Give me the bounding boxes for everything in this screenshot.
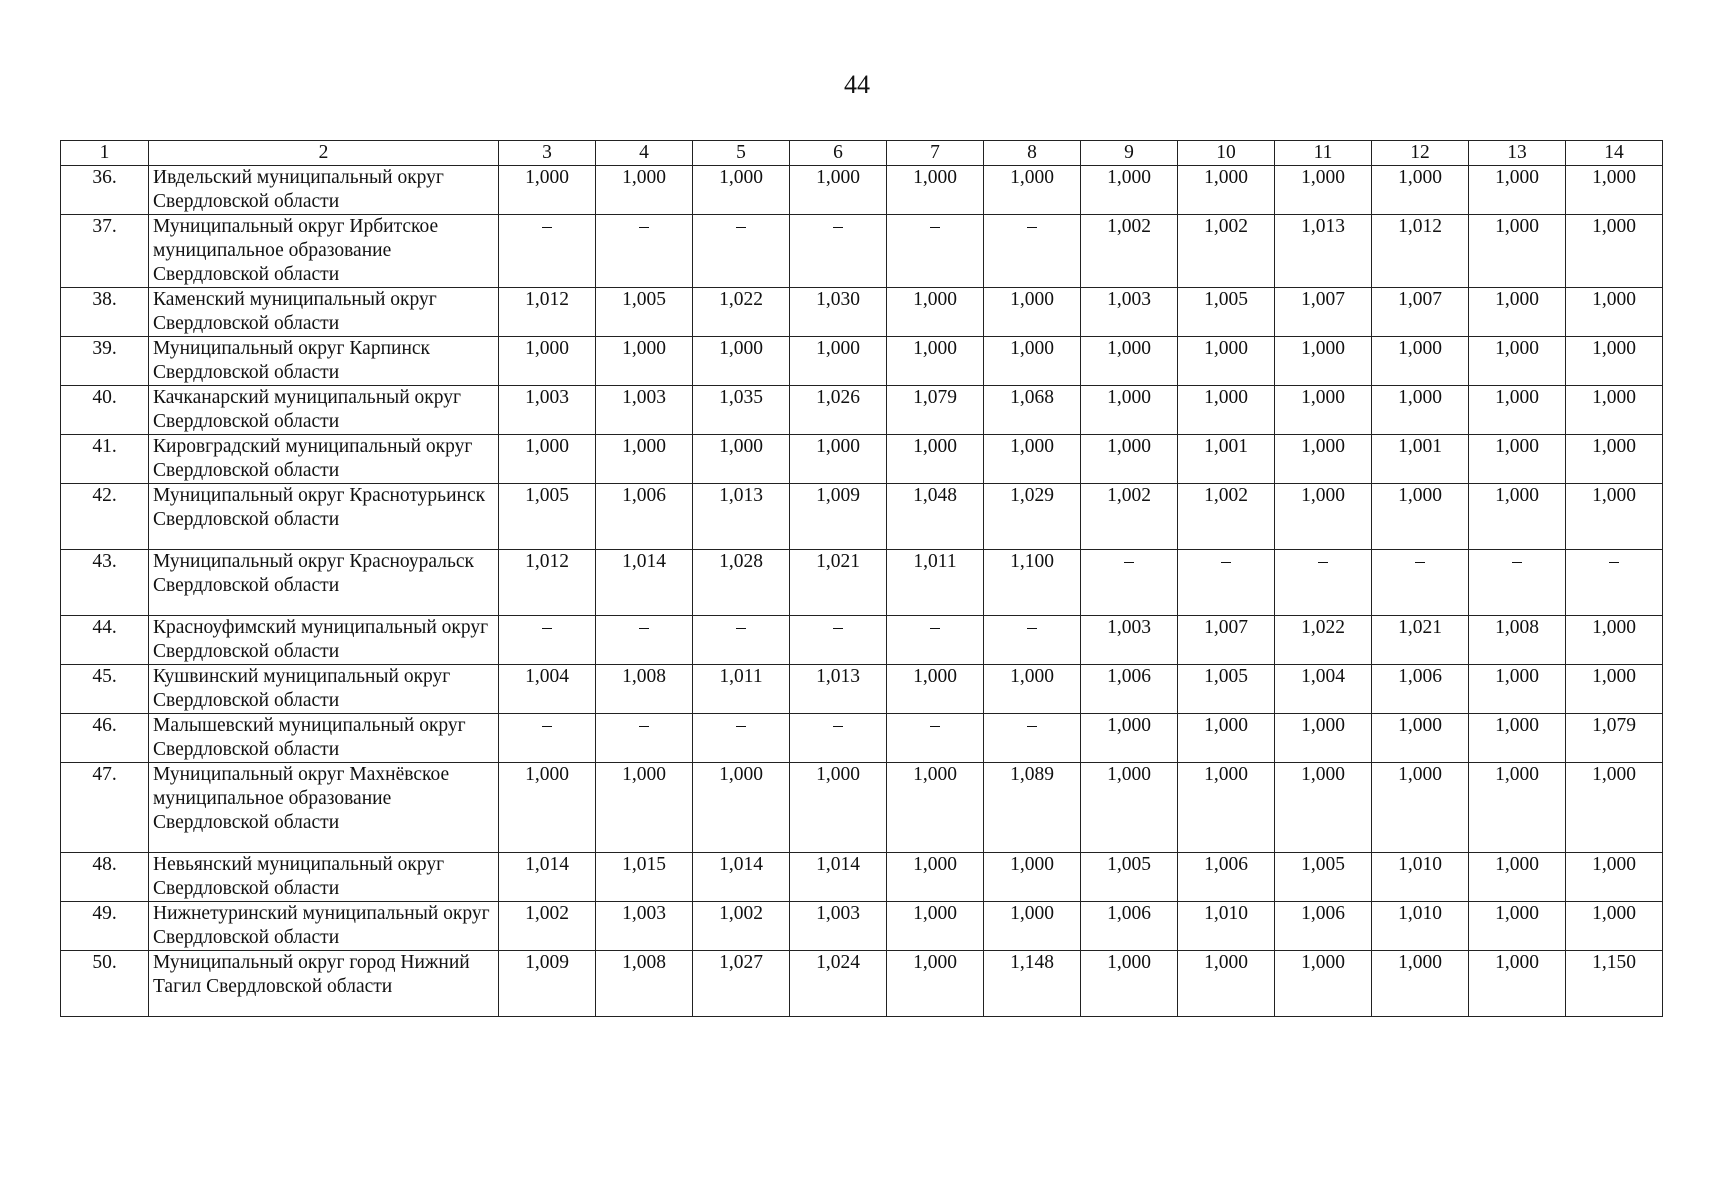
column-header-5: 5 [693,141,790,166]
value-cell-col-3: 1,002 [499,902,596,951]
table-row [61,665,1663,714]
table-row [61,951,1663,1017]
value-cell-col-13: 1,000 [1469,337,1566,386]
value-cell-col-7: 1,048 [887,484,984,550]
value-cell-col-4: 1,008 [596,951,693,1017]
value-cell-col-3: 1,012 [499,550,596,616]
value-cell-col-3: 1,000 [499,763,596,853]
value-cell-col-10: 1,005 [1178,288,1275,337]
value-cell-col-6: 1,000 [790,435,887,484]
municipality-name: Каменский муниципальный округ Свердловской области [149,288,499,337]
value-cell-col-8: 1,000 [984,853,1081,902]
value-cell-col-12: 1,006 [1372,665,1469,714]
value-cell-col-8: – [984,215,1081,288]
value-cell-col-13: 1,000 [1469,166,1566,215]
row-number: 41. [61,435,149,484]
value-cell-col-8: 1,148 [984,951,1081,1017]
table-row [61,386,1663,435]
value-cell-col-12: – [1372,550,1469,616]
municipality-name: Муниципальный округ город Нижний Тагил Свердловской области [149,951,499,1017]
value-cell-col-5: 1,011 [693,665,790,714]
value-cell-col-9: 1,000 [1081,435,1178,484]
column-header-14: 14 [1566,141,1663,166]
value-cell-col-7: 1,000 [887,665,984,714]
municipality-name: Муниципальный округ Ирбитское муниципальное образование Свердловской области [149,215,499,288]
value-cell-col-14: 1,000 [1566,902,1663,951]
value-cell-col-6: 1,014 [790,853,887,902]
column-header-10: 10 [1178,141,1275,166]
value-cell-col-13: 1,008 [1469,616,1566,665]
value-cell-col-4: 1,015 [596,853,693,902]
value-cell-col-5: 1,002 [693,902,790,951]
value-cell-col-3: 1,003 [499,386,596,435]
value-cell-col-6: – [790,616,887,665]
value-cell-col-12: 1,012 [1372,215,1469,288]
value-cell-col-12: 1,001 [1372,435,1469,484]
value-cell-col-7: 1,011 [887,550,984,616]
row-number: 43. [61,550,149,616]
value-cell-col-10: 1,000 [1178,763,1275,853]
column-header-6: 6 [790,141,887,166]
value-cell-col-10: 1,001 [1178,435,1275,484]
column-header-9: 9 [1081,141,1178,166]
page-number: 44 [844,70,870,99]
value-cell-col-8: 1,000 [984,435,1081,484]
value-cell-col-7: 1,079 [887,386,984,435]
value-cell-col-8: 1,000 [984,166,1081,215]
value-cell-col-14: 1,000 [1566,288,1663,337]
value-cell-col-8: 1,000 [984,665,1081,714]
value-cell-col-6: – [790,215,887,288]
value-cell-col-14: 1,000 [1566,386,1663,435]
value-cell-col-11: – [1275,550,1372,616]
value-cell-col-11: 1,004 [1275,665,1372,714]
value-cell-col-4: 1,000 [596,337,693,386]
municipality-name: Ивдельский муниципальный округ Свердловской области [149,166,499,215]
value-cell-col-6: 1,030 [790,288,887,337]
municipality-name: Малышевский муниципальный округ Свердловской области [149,714,499,763]
value-cell-col-4: 1,000 [596,166,693,215]
value-cell-col-4: – [596,714,693,763]
value-cell-col-11: 1,000 [1275,166,1372,215]
value-cell-col-6: 1,024 [790,951,887,1017]
column-header-3: 3 [499,141,596,166]
value-cell-col-8: 1,000 [984,902,1081,951]
value-cell-col-11: 1,000 [1275,435,1372,484]
value-cell-col-7: 1,000 [887,337,984,386]
value-cell-col-12: 1,000 [1372,337,1469,386]
column-header-8: 8 [984,141,1081,166]
municipality-name: Нижнетуринский муниципальный округ Свердловской области [149,902,499,951]
value-cell-col-5: 1,022 [693,288,790,337]
value-cell-col-4: 1,006 [596,484,693,550]
value-cell-col-6: 1,003 [790,902,887,951]
value-cell-col-12: 1,010 [1372,853,1469,902]
table-row [61,763,1663,853]
value-cell-col-5: 1,013 [693,484,790,550]
value-cell-col-3: 1,014 [499,853,596,902]
value-cell-col-13: 1,000 [1469,714,1566,763]
value-cell-col-10: 1,007 [1178,616,1275,665]
row-number: 47. [61,763,149,853]
value-cell-col-13: 1,000 [1469,484,1566,550]
column-header-12: 12 [1372,141,1469,166]
value-cell-col-10: – [1178,550,1275,616]
value-cell-col-9: 1,006 [1081,902,1178,951]
value-cell-col-11: 1,000 [1275,951,1372,1017]
value-cell-col-3: – [499,616,596,665]
value-cell-col-9: 1,002 [1081,215,1178,288]
row-number: 49. [61,902,149,951]
value-cell-col-4: – [596,616,693,665]
value-cell-col-10: 1,000 [1178,951,1275,1017]
value-cell-col-5: – [693,714,790,763]
value-cell-col-7: 1,000 [887,166,984,215]
value-cell-col-4: – [596,215,693,288]
municipality-name: Красноуфимский муниципальный округ Свердловской области [149,616,499,665]
value-cell-col-10: 1,006 [1178,853,1275,902]
value-cell-col-13: 1,000 [1469,435,1566,484]
row-number: 45. [61,665,149,714]
value-cell-col-7: 1,000 [887,853,984,902]
value-cell-col-13: – [1469,550,1566,616]
value-cell-col-12: 1,000 [1372,763,1469,853]
value-cell-col-7: 1,000 [887,902,984,951]
row-number: 36. [61,166,149,215]
value-cell-col-11: 1,000 [1275,337,1372,386]
value-cell-col-4: 1,008 [596,665,693,714]
value-cell-col-8: – [984,714,1081,763]
value-cell-col-9: 1,000 [1081,714,1178,763]
table-row [61,288,1663,337]
table-row [61,902,1663,951]
value-cell-col-4: 1,003 [596,902,693,951]
column-header-4: 4 [596,141,693,166]
value-cell-col-5: 1,014 [693,853,790,902]
value-cell-col-14: 1,150 [1566,951,1663,1017]
value-cell-col-3: 1,005 [499,484,596,550]
value-cell-col-9: 1,000 [1081,166,1178,215]
value-cell-col-11: 1,006 [1275,902,1372,951]
value-cell-col-13: 1,000 [1469,288,1566,337]
value-cell-col-9: 1,003 [1081,616,1178,665]
value-cell-col-12: 1,000 [1372,386,1469,435]
row-number: 37. [61,215,149,288]
value-cell-col-9: 1,003 [1081,288,1178,337]
value-cell-col-6: 1,021 [790,550,887,616]
value-cell-col-14: 1,000 [1566,616,1663,665]
value-cell-col-3: 1,000 [499,166,596,215]
value-cell-col-11: 1,000 [1275,763,1372,853]
table-row [61,714,1663,763]
value-cell-col-11: 1,000 [1275,714,1372,763]
value-cell-col-9: 1,006 [1081,665,1178,714]
value-cell-col-4: 1,000 [596,763,693,853]
coefficients-table [60,140,1663,1017]
value-cell-col-7: 1,000 [887,951,984,1017]
value-cell-col-13: 1,000 [1469,951,1566,1017]
value-cell-col-5: 1,000 [693,763,790,853]
value-cell-col-3: – [499,714,596,763]
value-cell-col-5: 1,000 [693,435,790,484]
value-cell-col-10: 1,000 [1178,337,1275,386]
table-row [61,484,1663,550]
value-cell-col-14: 1,000 [1566,853,1663,902]
value-cell-col-5: 1,028 [693,550,790,616]
value-cell-col-5: 1,027 [693,951,790,1017]
municipality-name: Муниципальный округ Карпинск Свердловской области [149,337,499,386]
value-cell-col-5: – [693,215,790,288]
value-cell-col-6: 1,026 [790,386,887,435]
value-cell-col-14: 1,000 [1566,484,1663,550]
value-cell-col-3: – [499,215,596,288]
value-cell-col-6: 1,000 [790,166,887,215]
value-cell-col-9: 1,000 [1081,763,1178,853]
value-cell-col-14: 1,000 [1566,166,1663,215]
value-cell-col-8: – [984,616,1081,665]
value-cell-col-10: 1,002 [1178,215,1275,288]
value-cell-col-13: 1,000 [1469,763,1566,853]
column-header-13: 13 [1469,141,1566,166]
value-cell-col-10: 1,000 [1178,714,1275,763]
column-header-1: 1 [61,141,149,166]
table-row [61,215,1663,288]
value-cell-col-12: 1,000 [1372,714,1469,763]
value-cell-col-11: 1,007 [1275,288,1372,337]
value-cell-col-6: – [790,714,887,763]
value-cell-col-5: 1,000 [693,166,790,215]
value-cell-col-7: – [887,616,984,665]
value-cell-col-14: – [1566,550,1663,616]
table-body [61,166,1663,1017]
value-cell-col-6: 1,013 [790,665,887,714]
value-cell-col-11: 1,005 [1275,853,1372,902]
value-cell-col-4: 1,005 [596,288,693,337]
table-row [61,435,1663,484]
value-cell-col-7: 1,000 [887,288,984,337]
value-cell-col-8: 1,068 [984,386,1081,435]
value-cell-col-10: 1,002 [1178,484,1275,550]
value-cell-col-14: 1,000 [1566,435,1663,484]
value-cell-col-10: 1,005 [1178,665,1275,714]
value-cell-col-3: 1,012 [499,288,596,337]
value-cell-col-9: 1,002 [1081,484,1178,550]
value-cell-col-9: 1,005 [1081,853,1178,902]
municipality-name: Кировградский муниципальный округ Свердловской области [149,435,499,484]
row-number: 50. [61,951,149,1017]
value-cell-col-11: 1,000 [1275,484,1372,550]
row-number: 39. [61,337,149,386]
row-number: 46. [61,714,149,763]
table-row [61,166,1663,215]
value-cell-col-13: 1,000 [1469,215,1566,288]
value-cell-col-9: 1,000 [1081,951,1178,1017]
value-cell-col-12: 1,000 [1372,951,1469,1017]
value-cell-col-8: 1,000 [984,337,1081,386]
municipality-name: Муниципальный округ Махнёвское муниципальное образование Свердловской области [149,763,499,853]
value-cell-col-13: 1,000 [1469,386,1566,435]
value-cell-col-12: 1,007 [1372,288,1469,337]
value-cell-col-5: 1,035 [693,386,790,435]
value-cell-col-5: – [693,616,790,665]
municipality-name: Муниципальный округ Краснотурьинск Свердловской области [149,484,499,550]
value-cell-col-12: 1,000 [1372,484,1469,550]
value-cell-col-14: 1,000 [1566,763,1663,853]
value-cell-col-4: 1,003 [596,386,693,435]
value-cell-col-7: 1,000 [887,763,984,853]
column-header-2: 2 [149,141,499,166]
value-cell-col-6: 1,000 [790,763,887,853]
value-cell-col-14: 1,000 [1566,337,1663,386]
column-header-11: 11 [1275,141,1372,166]
value-cell-col-12: 1,010 [1372,902,1469,951]
value-cell-col-14: 1,000 [1566,665,1663,714]
value-cell-col-9: – [1081,550,1178,616]
value-cell-col-10: 1,010 [1178,902,1275,951]
row-number: 38. [61,288,149,337]
column-header-7: 7 [887,141,984,166]
table-row [61,337,1663,386]
value-cell-col-13: 1,000 [1469,902,1566,951]
value-cell-col-11: 1,022 [1275,616,1372,665]
value-cell-col-12: 1,000 [1372,166,1469,215]
municipality-name: Муниципальный округ Красноуральск Свердловской области [149,550,499,616]
value-cell-col-14: 1,000 [1566,215,1663,288]
municipality-name: Качканарский муниципальный округ Свердловской области [149,386,499,435]
value-cell-col-8: 1,089 [984,763,1081,853]
municipality-name: Кушвинский муниципальный округ Свердловской области [149,665,499,714]
value-cell-col-10: 1,000 [1178,166,1275,215]
value-cell-col-6: 1,000 [790,337,887,386]
value-cell-col-7: – [887,714,984,763]
municipality-name: Невьянский муниципальный округ Свердловской области [149,853,499,902]
value-cell-col-5: 1,000 [693,337,790,386]
value-cell-col-3: 1,009 [499,951,596,1017]
value-cell-col-10: 1,000 [1178,386,1275,435]
value-cell-col-13: 1,000 [1469,853,1566,902]
value-cell-col-4: 1,000 [596,435,693,484]
value-cell-col-3: 1,004 [499,665,596,714]
value-cell-col-14: 1,079 [1566,714,1663,763]
value-cell-col-12: 1,021 [1372,616,1469,665]
value-cell-col-4: 1,014 [596,550,693,616]
value-cell-col-8: 1,029 [984,484,1081,550]
row-number: 42. [61,484,149,550]
value-cell-col-11: 1,013 [1275,215,1372,288]
value-cell-col-11: 1,000 [1275,386,1372,435]
value-cell-col-6: 1,009 [790,484,887,550]
header-row [61,141,1663,166]
table-row [61,550,1663,616]
table-row [61,853,1663,902]
row-number: 48. [61,853,149,902]
value-cell-col-3: 1,000 [499,337,596,386]
value-cell-col-9: 1,000 [1081,386,1178,435]
value-cell-col-7: 1,000 [887,435,984,484]
table-row [61,616,1663,665]
row-number: 44. [61,616,149,665]
value-cell-col-8: 1,000 [984,288,1081,337]
value-cell-col-13: 1,000 [1469,665,1566,714]
value-cell-col-7: – [887,215,984,288]
row-number: 40. [61,386,149,435]
value-cell-col-8: 1,100 [984,550,1081,616]
value-cell-col-9: 1,000 [1081,337,1178,386]
value-cell-col-3: 1,000 [499,435,596,484]
